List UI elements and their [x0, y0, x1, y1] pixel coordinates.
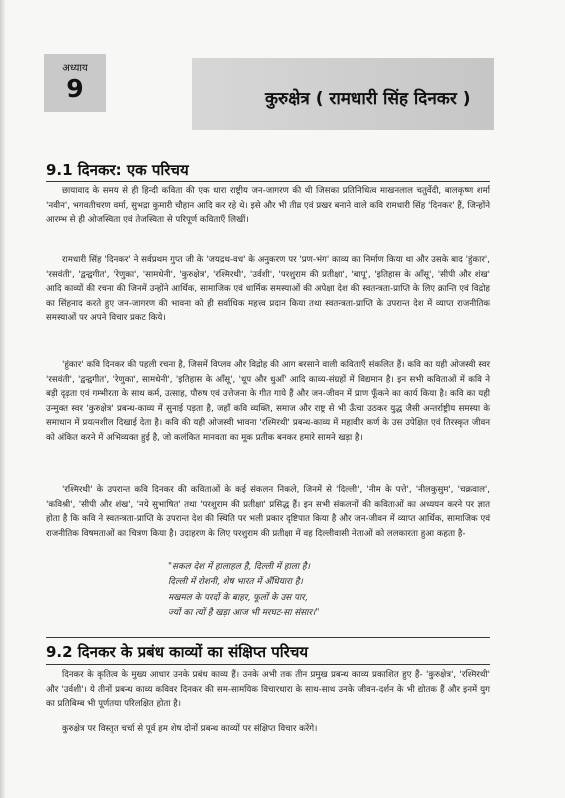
poem-line: मखमल के परदों के बाहर, फूलों के उस पार,: [168, 592, 308, 603]
paragraph: कुरुक्षेत्र पर विस्तृत चर्चा से पूर्व हम शेष दोनों प्रबन्ध काव्यों पर संक्षिप्त विचार करेंगे।: [62, 724, 318, 734]
paragraph: दिनकर के कृतित्व के मुख्य आधार उनके प्रबंध काव्य हैं। उनके अभी तक तीन प्रमुख प्रबन्ध काव्य प्रकाशित हुए हैं- 'कुरुक्षेत्र', 'रश्मिरथी' और 'उर्वशी'। ये तीनों प्रबन्ध काव्य कविवर दिनकर की सम-सामयिक विचारधारा के साथ-साथ उनके जीवन-दर्शन के भी द्योतक हैं और इनमें युग का प्रतिबिम्ब भी पूर्णतया परिलक्षित होता है।: [46, 670, 490, 710]
paragraph: 'हुंकार' कवि दिनकर की पहली रचना है, जिसमें विप्लव और विद्रोह की आग बरसाने वाली कविताएँ संकलित हैं। कवि का यही ओजस्वी स्वर 'रसवंती', 'द्वन्द्वगीत', 'रेणुका', सामधेनी', 'इतिहास के आँसू', 'धूप और धुआँ' आदि काव्य-संग्रहों में विद्यमान है। इन सभी कविताओं में कवि ने बड़ी दृढ़ता एवं गम्भीरता के साथ कर्म, उत्साह, पौरुष एवं उत्तेजना के गीत गाये हैं और जन-जीवन में प्राण फूँकने का कार्य किया है। कवि का यही उन्मुक्त स्वर 'कुरुक्षेत्र' प्रबन्ध-काव्य में सुनाई पड़ता है, जहाँ कवि व्यक्ति, समाज और राष्ट्र से भी ऊँचा उठकर युद्ध जैसी अन्तर्राष्ट्रीय समस्या के समाधान में प्रयत्नशील दिखाई देता है। कवि की यही ओजस्वी भावना 'रश्मिरथी' प्रबन्ध-काव्य में महावीर कर्ण के उस उपेक्षित एवं तिरस्कृत जीवन को अंकित करने में अभिव्यक्त हुई है, जो कलंकित मानवता का मूक प्रतीक बनकर हमारे सामने खड़ा है।: [46, 360, 490, 443]
scan-edge: [0, 0, 6, 798]
paragraph: रामधारी सिंह 'दिनकर' ने सर्वप्रथम गुप्त जी के 'जयद्रथ-वध' के अनुकरण पर 'प्रण-भंग' काव्य का निर्माण किया था और उसके बाद 'हुंकार', 'रसवंती', 'द्वन्द्वगीत', 'रेणुका', 'सामधेनी', 'कुरुक्षेत्र', 'रश्मिरथी', 'उर्वशी', 'परशुराम की प्रतीक्षा', 'बापू', 'इतिहास के आँसू', 'सीपी और शंख' आदि काव्यों की रचना की जिनमें उन्होंने आर्थिक, सामाजिक एवं धार्मिक समस्याओं की अपेक्षा देश की स्वतन्त्रता-प्राप्ति के लिए क्रान्ति एवं विद्रोह का सिंहनाद करते हुए जन-जागरण की भावना को ही सर्वाधिक महत्त्व प्रदान किया तथा स्वतन्त्रता-प्राप्ति के उपरान्त देश में व्याप्त राजनीतिक समस्याओं पर अपने विचार प्रकट किये।: [46, 255, 490, 324]
paragraph: छायावाद के समय से ही हिन्दी कविता की एक धारा राष्ट्रीय जन-जागरण की थी जिसका प्रतिनिधित्व माखनलाल चतुर्वेदी, बालकृष्ण शर्मा 'नवीन', भगवतीचरण वर्मा, सुभद्रा कुमारी चौहान आदि कर रहे थे। इसे और भी तीव्र एवं प्रखर बनाने वाले कवि रामधारी सिंह 'दिनकर' हैं, जिन्होंने आरम्भ से ही ओजस्विता एवं तेजस्विता से परिपूर्ण कविताएँ लिखीं।: [46, 186, 490, 226]
chapter-number-box: [44, 54, 106, 112]
section-heading-9-1: 9.1 दिनकर: एक परिचय: [46, 161, 189, 179]
poem-line: दिल्ली में रोशनी, शेष भारत में अँधियारा है।: [168, 577, 303, 588]
section-rule: [46, 181, 490, 182]
poem-line: "सकल देश में हालाहल है, दिल्ली में हाला है।: [168, 562, 310, 572]
section-heading-9-2: 9.2 दिनकर के प्रबंध काव्यों का संक्षिप्त परिचय: [46, 643, 309, 661]
section-rule: [46, 637, 490, 638]
chapter-number: 9: [66, 74, 84, 103]
chapter-title: कुरुक्षेत्र ( रामधारी सिंह दिनकर ): [265, 89, 471, 109]
poem-quote: [168, 560, 468, 622]
section-rule: [46, 664, 490, 665]
poem-line: ज्यों का त्यों है खड़ा आज भी मरघट-सा संसार।": [168, 608, 320, 619]
chapter-label: अध्याय: [62, 63, 88, 74]
paragraph: 'रश्मिरथी' के उपरान्त कवि दिनकर की कविताओं के कई संकलन निकले, जिनमें से 'दिल्ली', 'नीम के पत्ते', 'नीलकुसुम', 'चक्रवाल', 'कविश्री', 'सीपी और शंख', 'नये सुभाषित' तथा 'परशुराम की प्रतीक्षा' प्रसिद्ध हैं। इन सभी संकलनों की कविताओं का अध्ययन करने पर ज्ञात होता है कि कवि ने स्वतन्त्रता-प्राप्ति के उपरान्त देश की स्थिति पर भली प्रकार दृष्टिपात किया है और जन-जीवन में व्याप्त आर्थिक, सामाजिक एवं राजनीतिक विषमताओं का चित्रण किया है। उदाहरण के लिए परशुराम की प्रतीक्षा में वह दिल्लीवासी नेताओं को ललकारता हुआ कहता है-: [46, 485, 490, 539]
